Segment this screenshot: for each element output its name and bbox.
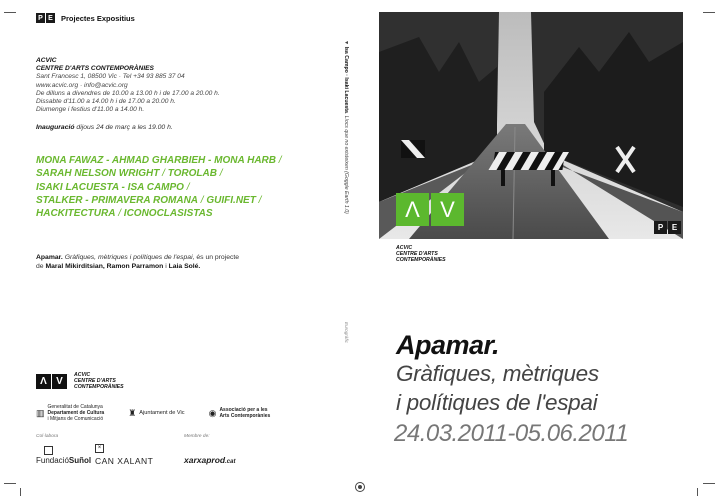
partner-canxalant: CAN XALANT (95, 456, 154, 466)
artist-line: STALKER - PRIMAVERA ROMANA / GUIFI.NET / (36, 194, 262, 206)
cover-pe-logo (654, 221, 682, 234)
curator-last: Laia Solé. (168, 263, 201, 270)
ajuntament-icon: ♜ (128, 408, 137, 418)
crop-mark (703, 483, 715, 484)
xarxaprod-suffix: .cat (225, 459, 236, 465)
cover-av-letter-a: Λ (396, 193, 429, 226)
cover-subtitle-1: Gràfiques, mètriques (396, 361, 599, 386)
cover-acvic-line: CONTEMPORÀNIES (396, 257, 446, 263)
crop-mark (20, 488, 21, 496)
artist-name: STALKER - PRIMAVERA ROMANA (36, 194, 199, 206)
inauguration-label: Inauguració (36, 124, 75, 131)
project-subtitle-inline: Gràfiques, mètriques i polítiques de l'espai, (64, 254, 195, 261)
artist-name: TOROLAB (167, 168, 217, 180)
cover-acvic-text (396, 245, 446, 263)
crop-mark (697, 488, 698, 496)
sponsor-line: Departament de Cultura (47, 410, 105, 416)
sponsor-ajuntament (128, 410, 184, 416)
crop-mark (4, 12, 16, 13)
venue-web: www.acvic.org · info@acvic.org (36, 81, 128, 89)
cover-subtitle-2: i polítiques de l'espai (396, 390, 598, 415)
venue-info (36, 57, 306, 114)
cover-acvic-line: ACVIC (396, 245, 413, 251)
venue-name: ACVIC (36, 57, 57, 64)
generalitat-icon: ▥ (36, 408, 45, 418)
pe-label: Projectes Expositius (61, 13, 135, 23)
fundacio-name-bold: Suñol (68, 456, 92, 465)
project-title-inline: Apamar. (36, 254, 63, 261)
project-description-line-1 (36, 253, 316, 262)
curators-and: i (165, 263, 167, 270)
canxalant-icon: × (95, 444, 104, 453)
cover-av-logo (396, 193, 466, 226)
cover-dates: 24.03.2011-05.06.2011 (394, 420, 629, 447)
sponsor-line: Associació per a les (219, 407, 268, 413)
curators-prefix: de (36, 263, 44, 270)
artist-name: ICONOCLASISTAS (123, 208, 213, 220)
acvic-logo-line: ACVIC (74, 372, 91, 378)
sponsor-line: i Mitjans de Comunicació (47, 416, 104, 422)
photo-credit-text: . Llocs que no existeixen (Goggle Earth 1.0) (343, 112, 349, 214)
venue-full-name: CENTRE D'ARTS CONTEMPORÀNIES (36, 65, 154, 73)
artist-line: SARAH NELSON WRIGHT / TOROLAB / (36, 168, 223, 180)
sponsor-line: Arts Contemporànies (219, 413, 271, 419)
artist-list (36, 154, 336, 220)
pe-logo (36, 13, 135, 23)
collabora-label: Col·labora (36, 434, 59, 439)
artist-name: SARAH NELSON WRIGHT (36, 168, 160, 180)
curators: Maral Mikirditsian, Ramon Parramon (45, 263, 164, 270)
acvic-logo-text (74, 372, 124, 390)
photo-credit (343, 40, 349, 214)
crop-mark (4, 483, 16, 484)
venue-hours-sunday: Diumenge i festius d'11.00 a 14.00 h. (36, 106, 145, 114)
sponsor-associacio (209, 407, 271, 419)
cover-av-letter-v: V (431, 193, 464, 226)
pe-letter-e: E (46, 13, 55, 23)
project-description-line-2 (36, 262, 316, 271)
xarxaprod-name: xarxaprod (184, 455, 226, 465)
sponsor-line: Generalitat de Catalunya (47, 404, 103, 410)
printer-credit: Eurogràfic (344, 322, 349, 343)
cover-pe-letter-e: E (668, 221, 681, 234)
inauguration (36, 124, 173, 131)
cover-title: Apamar. (396, 330, 500, 360)
pe-letter-p: P (36, 13, 45, 23)
inauguration-text: dijous 24 de març a les 19.00 h. (76, 124, 173, 131)
sponsor-line: Ajuntament de Vic (139, 410, 185, 416)
venue-hours-saturday: Dissabte d'11.00 a 14.00 h i de 17.00 a 20.00 h. (36, 98, 176, 106)
artist-line: ISAKI LACUESTA - ISA CAMPO / (36, 181, 190, 193)
venue-hours-weekday: De dilluns a divendres de 10.00 a 13.00 h i de 17.00 a 20.00 h. (36, 89, 220, 97)
sponsor-generalitat (36, 404, 104, 422)
membre-label: Membre de: (184, 434, 210, 439)
associacio-icon: ◉ (208, 408, 217, 418)
partner-xarxaprod (184, 455, 235, 465)
artist-line: MONA FAWAZ - AHMAD GHARBIEH - MONA HARB / (36, 155, 282, 166)
artist-name: ISAKI LACUESTA - ISA CAMPO (36, 181, 184, 193)
artist-line: HACKITECTURA / ICONOCLASISTAS (36, 208, 213, 220)
photo-credit-name: Isa Campo · Isaki Lacuesta (343, 46, 349, 113)
fundacio-icon (44, 446, 53, 455)
partner-fundacio (36, 456, 91, 465)
sponsor-row (36, 404, 294, 422)
acvic-logo (36, 372, 124, 390)
acvic-logo-line: CENTRE D'ARTS (74, 378, 116, 384)
project-description-suffix: és un projecte (196, 254, 240, 261)
artist-name: HACKITECTURA (36, 208, 116, 220)
registration-mark (355, 482, 365, 492)
fundacio-name: Fundació (36, 456, 69, 465)
project-description (36, 253, 316, 271)
av-letter-v: V (52, 374, 67, 389)
artist-name: GUIFI.NET (206, 194, 256, 206)
av-letter-a: Λ (36, 374, 51, 389)
artist-name: MONA FAWAZ - AHMAD GHARBIEH - MONA HARB (36, 155, 276, 166)
acvic-logo-line: CONTEMPORÀNIES (74, 384, 124, 390)
cover-pe-letter-p: P (654, 221, 667, 234)
venue-address: Sant Francesc 1, 08500 Vic · Tel +34 93 885 37 04 (36, 73, 185, 81)
photo-credit-arrow: ▼ (343, 40, 349, 47)
cover-acvic-line: CENTRE D'ARTS (396, 251, 438, 257)
crop-mark (703, 12, 715, 13)
